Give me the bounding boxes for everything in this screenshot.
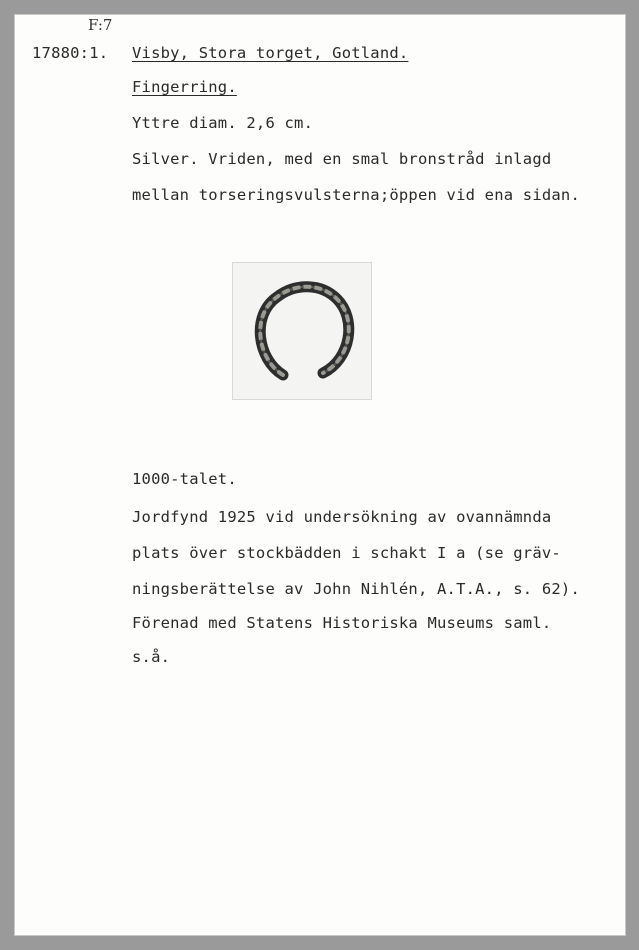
- description-line-1: Silver. Vriden, med en smal bronstråd inlagd: [132, 150, 552, 168]
- ring-photo: [232, 262, 372, 400]
- catalog-card: [14, 14, 626, 936]
- dimensions: Yttre diam. 2,6 cm.: [132, 114, 314, 132]
- site-heading: Visby, Stora torget, Gotland.: [132, 44, 409, 62]
- find-line-3: ningsberättelse av John Nihlén, A.T.A., s. 62).: [132, 580, 580, 598]
- find-line-5: s.å.: [132, 648, 171, 666]
- pencil-note: F:7: [88, 16, 113, 34]
- find-line-1: Jordfynd 1925 vid undersökning av ovannämnda: [132, 508, 552, 526]
- twisted-ring-icon: [233, 263, 371, 399]
- find-line-2: plats över stockbädden i schakt I a (se gräv-: [132, 544, 561, 562]
- catalog-number: 17880:1.: [32, 44, 109, 62]
- find-line-4: Förenad med Statens Historiska Museums saml.: [132, 614, 552, 632]
- date: 1000-talet.: [132, 470, 237, 488]
- description-line-2: mellan torseringsvulsterna;öppen vid ena sidan.: [132, 186, 580, 204]
- object-name: Fingerring.: [132, 78, 237, 96]
